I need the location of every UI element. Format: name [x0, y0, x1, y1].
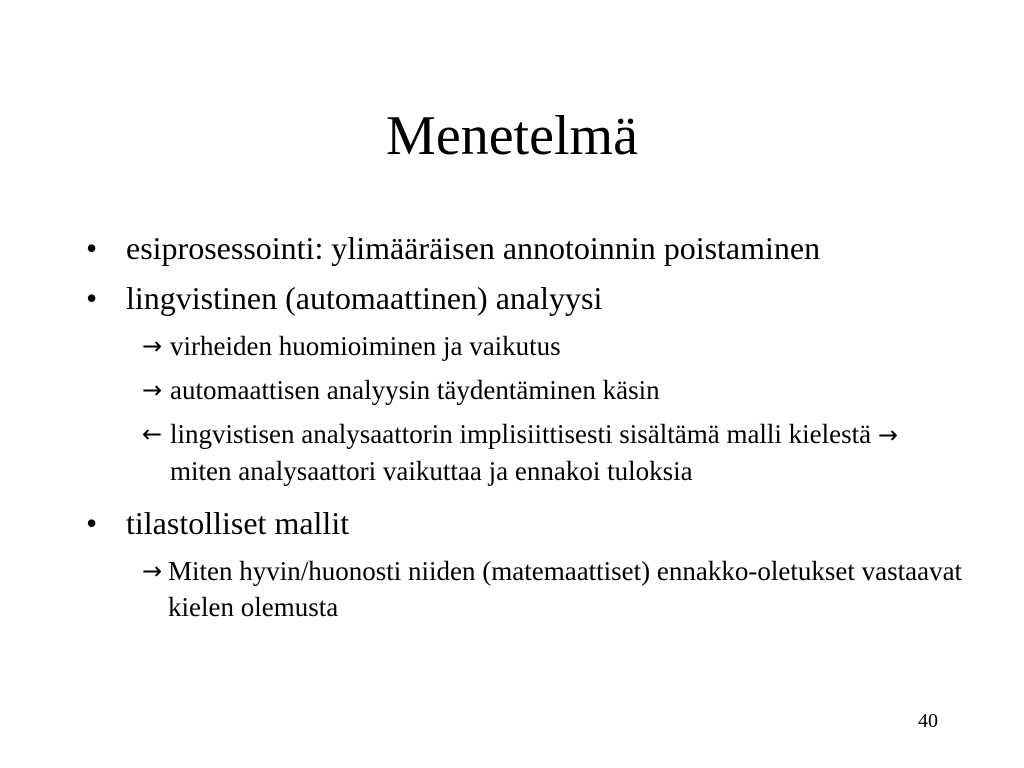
bullet-icon: • — [86, 280, 98, 316]
bullet-text: esiprosessointi: ylimääräisen annotoinnin poistaminen — [126, 230, 821, 266]
arrow-right-icon: → — [877, 421, 899, 449]
bullet-icon: • — [86, 230, 98, 266]
bullet-text: lingvistinen (automaattinen) analyysi — [126, 280, 603, 316]
arrow-left-icon: ← — [142, 420, 163, 448]
bullet-text: tilastolliset mallit — [126, 505, 350, 541]
bullet-item — [84, 228, 964, 268]
slide-title: Menetelmä — [386, 105, 638, 167]
bullet-list — [84, 228, 964, 633]
arrow-right-icon: → — [142, 376, 163, 404]
bullet-item — [84, 278, 964, 318]
arrow-right-icon: → — [142, 332, 163, 360]
sub-bullet-item — [142, 328, 964, 364]
sub-bullet-text: automaattisen analyysin täydentäminen käsin — [170, 375, 660, 405]
sub-bullet-item — [142, 416, 964, 489]
sub-bullet-text: Miten hyvin/huonosti niiden (matemaattiset) ennakko-oletukset vastaavat kielen olemusta — [168, 556, 963, 622]
page-number: 40 — [918, 710, 938, 732]
bullet-item — [84, 503, 964, 543]
sub-bullet-text: miten analysaattori vaikuttaa ja ennakoi tuloksia — [170, 456, 693, 486]
sub-bullet-text: virheiden huomioiminen ja vaikutus — [170, 331, 561, 361]
bullet-icon: • — [86, 505, 98, 541]
arrow-right-icon: → — [142, 557, 163, 585]
sub-bullet-text: lingvistisen analysaattorin implisiittisesti sisältämä malli kielestä — [170, 419, 872, 449]
sub-bullet-item — [142, 553, 964, 625]
sub-bullet-item — [142, 372, 964, 408]
